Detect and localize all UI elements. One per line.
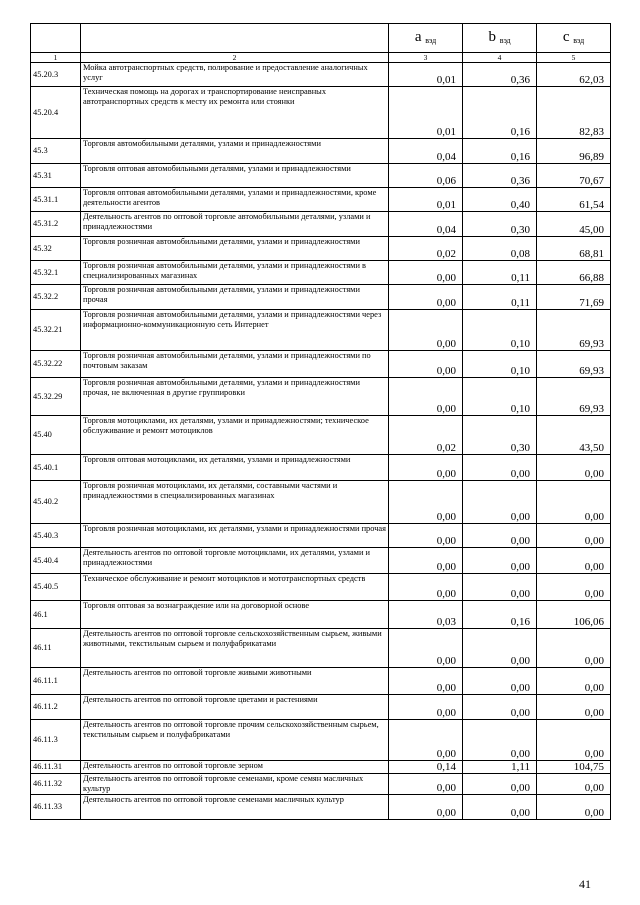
column-index: 2: [81, 53, 389, 63]
header-col-a: a $_{вэд}$: [389, 24, 463, 53]
row-value-b: 0,10: [463, 310, 537, 351]
table-row: [31, 351, 611, 378]
row-value-a: 0,01: [389, 87, 463, 139]
row-value-c: 106,06: [537, 601, 611, 629]
row-value-b: 0,00: [463, 774, 537, 795]
row-name: Торговля оптовая за вознаграждение или на договорной основе: [81, 601, 389, 629]
row-code: 45.32.29: [31, 378, 81, 416]
row-code: 46.11.31: [31, 761, 81, 774]
row-name: Торговля оптовая автомобильными деталями, узлами и принадлежностями: [81, 164, 389, 188]
row-value-b: 0,16: [463, 601, 537, 629]
row-value-b: 0,10: [463, 351, 537, 378]
row-value-b: 0,00: [463, 720, 537, 761]
row-value-c: 43,50: [537, 416, 611, 455]
row-value-a: 0,00: [389, 774, 463, 795]
table-row: [31, 285, 611, 310]
row-value-a: 0,00: [389, 455, 463, 481]
row-name: Торговля розничная мотоциклами, их деталями, узлами и принадлежностями прочая: [81, 524, 389, 548]
table-header-row: [31, 24, 611, 53]
row-code: 45.3: [31, 139, 81, 164]
row-name: Техническая помощь на дорогах и транспортирование неисправных автотранспортных средств к месту их ремонта или стоянки: [81, 87, 389, 139]
table-row: [31, 774, 611, 795]
row-code: 45.31: [31, 164, 81, 188]
header-col-c: c $_{вэд}$: [537, 24, 611, 53]
table-row: [31, 237, 611, 261]
table-row: [31, 164, 611, 188]
row-value-a: 0,14: [389, 761, 463, 774]
row-value-c: 0,00: [537, 548, 611, 574]
row-value-b: 0,00: [463, 481, 537, 524]
table-row: [31, 795, 611, 820]
row-value-b: 0,11: [463, 285, 537, 310]
table-row: [31, 188, 611, 212]
row-name: Мойка автотранспортных средств, полирование и предоставление аналогичных услуг: [81, 63, 389, 87]
row-code: 46.11.1: [31, 668, 81, 695]
row-value-a: 0,01: [389, 63, 463, 87]
table-row: [31, 601, 611, 629]
row-code: 45.32.1: [31, 261, 81, 285]
row-value-b: 0,36: [463, 63, 537, 87]
row-value-a: 0,00: [389, 795, 463, 820]
row-value-a: 0,00: [389, 668, 463, 695]
row-name: Деятельность агентов по оптовой торговле живыми животными: [81, 668, 389, 695]
row-value-c: 69,93: [537, 310, 611, 351]
row-value-c: 0,00: [537, 720, 611, 761]
table-row: [31, 378, 611, 416]
row-value-a: 0,00: [389, 481, 463, 524]
row-value-b: 0,30: [463, 416, 537, 455]
row-value-b: 0,08: [463, 237, 537, 261]
row-name: Деятельность агентов по оптовой торговле семенами масличных культур: [81, 795, 389, 820]
row-code: 45.40.2: [31, 481, 81, 524]
row-code: 45.40.3: [31, 524, 81, 548]
row-value-c: 69,93: [537, 378, 611, 416]
row-code: 46.11.32: [31, 774, 81, 795]
row-value-c: 68,81: [537, 237, 611, 261]
table-row: [31, 310, 611, 351]
row-value-b: 0,00: [463, 795, 537, 820]
row-code: 45.40.4: [31, 548, 81, 574]
row-code: 45.32.2: [31, 285, 81, 310]
header-empty-code: [31, 24, 81, 53]
row-name: Техническое обслуживание и ремонт мотоциклов и мототранспортных средств: [81, 574, 389, 601]
row-name: Деятельность агентов по оптовой торговле мотоциклами, их деталями, узлами и принадлежностями: [81, 548, 389, 574]
header-col-b: b $_{вэд}$: [463, 24, 537, 53]
row-name: Деятельность агентов по оптовой торговле прочим сельскохозяйственным сырьем, текстильным сырьем и полуфабрикатами: [81, 720, 389, 761]
row-name: Торговля оптовая мотоциклами, их деталями, узлами и принадлежностями: [81, 455, 389, 481]
header-empty-name: [81, 24, 389, 53]
row-value-c: 45,00: [537, 212, 611, 237]
row-value-b: 0,00: [463, 548, 537, 574]
row-name: Торговля розничная мотоциклами, их деталями, составными частями и принадлежностями в специализированных магазинах: [81, 481, 389, 524]
row-value-c: 70,67: [537, 164, 611, 188]
row-name: Деятельность агентов по оптовой торговле зерном: [81, 761, 389, 774]
row-value-a: 0,00: [389, 695, 463, 720]
row-name: Деятельность агентов по оптовой торговле сельскохозяйственным сырьем, живыми животными, текстильным сырьем и полуфабрикатами: [81, 629, 389, 668]
row-code: 46.11.33: [31, 795, 81, 820]
row-value-a: 0,03: [389, 601, 463, 629]
table-row: [31, 87, 611, 139]
row-value-c: 0,00: [537, 455, 611, 481]
table-row: [31, 63, 611, 87]
row-code: 45.31.2: [31, 212, 81, 237]
row-name: Торговля мотоциклами, их деталями, узлами и принадлежностями; техническое обслуживание и ремонт мотоциклов: [81, 416, 389, 455]
row-value-a: 0,00: [389, 629, 463, 668]
row-value-c: 62,03: [537, 63, 611, 87]
row-value-c: 96,89: [537, 139, 611, 164]
row-code: 45.40.1: [31, 455, 81, 481]
row-value-c: 0,00: [537, 524, 611, 548]
row-value-a: 0,00: [389, 351, 463, 378]
row-name: Торговля оптовая автомобильными деталями, узлами и принадлежностями, кроме деятельности агентов: [81, 188, 389, 212]
row-value-a: 0,06: [389, 164, 463, 188]
row-value-b: 0,16: [463, 139, 537, 164]
table-row: [31, 720, 611, 761]
row-value-a: 0,00: [389, 378, 463, 416]
row-value-a: 0,02: [389, 237, 463, 261]
row-value-c: 61,54: [537, 188, 611, 212]
row-code: 46.11.3: [31, 720, 81, 761]
row-value-a: 0,00: [389, 574, 463, 601]
row-value-c: 66,88: [537, 261, 611, 285]
row-value-b: 0,00: [463, 695, 537, 720]
row-value-c: 0,00: [537, 695, 611, 720]
row-name: Деятельность агентов по оптовой торговле цветами и растениями: [81, 695, 389, 720]
column-index: 1: [31, 53, 81, 63]
table-row: [31, 212, 611, 237]
row-value-b: 0,30: [463, 212, 537, 237]
table-row: [31, 695, 611, 720]
row-value-c: 71,69: [537, 285, 611, 310]
row-code: 45.32.22: [31, 351, 81, 378]
row-value-a: 0,00: [389, 720, 463, 761]
row-value-a: 0,00: [389, 548, 463, 574]
row-value-b: 0,36: [463, 164, 537, 188]
row-code: 46.11.2: [31, 695, 81, 720]
row-name: Торговля розничная автомобильными деталями, узлами и принадлежностями прочая, не включенная в другие группировки: [81, 378, 389, 416]
row-code: 45.20.4: [31, 87, 81, 139]
row-value-c: 0,00: [537, 481, 611, 524]
row-code: 45.31.1: [31, 188, 81, 212]
row-name: Деятельность агентов по оптовой торговле автомобильными деталями, узлами и принадлежностями: [81, 212, 389, 237]
row-value-a: 0,04: [389, 212, 463, 237]
row-name: Торговля розничная автомобильными деталями, узлами и принадлежностями по почтовым заказам: [81, 351, 389, 378]
column-index-row: [31, 53, 611, 63]
row-value-a: 0,04: [389, 139, 463, 164]
row-code: 45.40: [31, 416, 81, 455]
column-index: 3: [389, 53, 463, 63]
row-code: 45.32: [31, 237, 81, 261]
table-row: [31, 761, 611, 774]
row-code: 46.1: [31, 601, 81, 629]
row-value-b: 0,00: [463, 524, 537, 548]
page-number: 41: [579, 877, 591, 891]
row-name: Торговля розничная автомобильными деталями, узлами и принадлежностями через информационно-коммуникационную сеть Интернет: [81, 310, 389, 351]
coefficients-table: [30, 23, 611, 820]
row-code: 45.32.21: [31, 310, 81, 351]
row-value-c: 0,00: [537, 668, 611, 695]
row-value-a: 0,00: [389, 285, 463, 310]
table-row: [31, 524, 611, 548]
row-code: 45.20.3: [31, 63, 81, 87]
table-row: [31, 139, 611, 164]
row-value-c: 0,00: [537, 629, 611, 668]
row-value-b: 0,16: [463, 87, 537, 139]
row-value-b: 1,11: [463, 761, 537, 774]
row-value-b: 0,11: [463, 261, 537, 285]
row-value-b: 0,00: [463, 574, 537, 601]
row-name: Торговля розничная автомобильными деталями, узлами и принадлежностями: [81, 237, 389, 261]
row-value-c: 0,00: [537, 774, 611, 795]
row-name: Торговля автомобильными деталями, узлами и принадлежностями: [81, 139, 389, 164]
row-name: Торговля розничная автомобильными деталями, узлами и принадлежностями в специализированных магазинах: [81, 261, 389, 285]
table-row: [31, 574, 611, 601]
row-value-a: 0,00: [389, 524, 463, 548]
row-code: 46.11: [31, 629, 81, 668]
row-name: Деятельность агентов по оптовой торговле семенами, кроме семян масличных культур: [81, 774, 389, 795]
row-value-b: 0,40: [463, 188, 537, 212]
table-row: [31, 261, 611, 285]
row-value-b: 0,10: [463, 378, 537, 416]
row-value-c: 0,00: [537, 795, 611, 820]
table-row: [31, 629, 611, 668]
table-row: [31, 668, 611, 695]
row-value-b: 0,00: [463, 629, 537, 668]
table-row: [31, 416, 611, 455]
row-value-c: 69,93: [537, 351, 611, 378]
row-value-b: 0,00: [463, 455, 537, 481]
row-code: 45.40.5: [31, 574, 81, 601]
row-name: Торговля розничная автомобильными деталями, узлами и принадлежностями прочая: [81, 285, 389, 310]
row-value-a: 0,01: [389, 188, 463, 212]
row-value-c: 0,00: [537, 574, 611, 601]
table-row: [31, 481, 611, 524]
table-row: [31, 455, 611, 481]
column-index: 5: [537, 53, 611, 63]
row-value-c: 82,83: [537, 87, 611, 139]
row-value-a: 0,00: [389, 310, 463, 351]
row-value-b: 0,00: [463, 668, 537, 695]
row-value-c: 104,75: [537, 761, 611, 774]
row-value-a: 0,02: [389, 416, 463, 455]
column-index: 4: [463, 53, 537, 63]
table-row: [31, 548, 611, 574]
row-value-a: 0,00: [389, 261, 463, 285]
